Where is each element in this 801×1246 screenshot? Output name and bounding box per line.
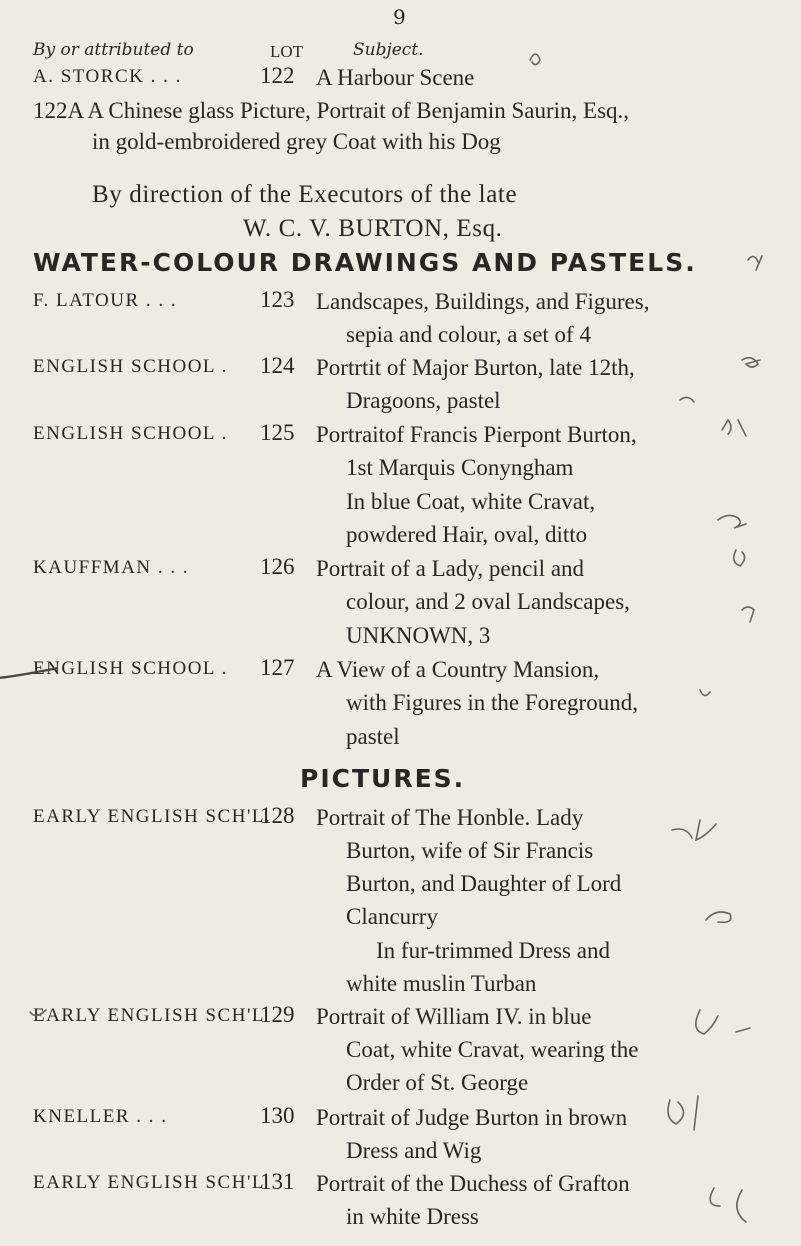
subject-123-line1: Landscapes, Buildings, and Figures,	[316, 289, 650, 314]
subject-129-line3: Order of St. George	[346, 1070, 529, 1095]
header-subject: Subject.	[353, 40, 424, 60]
subject-125-line3: In blue Coat, white Cravat,	[346, 489, 596, 514]
annotation-mark	[722, 420, 746, 436]
annotation-mark	[700, 690, 710, 696]
subject-123-line2: sepia and colour, a set of 4	[346, 322, 591, 347]
section-pictures-heading: PICTURES.	[300, 764, 466, 793]
artist-130: KNELLER . . .	[33, 1106, 168, 1127]
artist-124: ENGLISH SCHOOL .	[33, 356, 228, 377]
lot-131: 131	[260, 1169, 295, 1194]
annotation-mark	[742, 607, 754, 622]
annotation-mark	[706, 912, 731, 922]
lot-130: 130	[260, 1103, 295, 1128]
subject-131-line2: in white Dress	[346, 1204, 479, 1229]
lot-126: 126	[260, 554, 295, 579]
subject-130-line2: Dress and Wig	[346, 1138, 482, 1163]
subject-122: A Harbour Scene	[316, 65, 475, 90]
subject-128-line4: Clancurry	[346, 904, 438, 929]
annotation-mark	[696, 1010, 718, 1034]
entry-122a-line1: 122A A Chinese glass Picture, Portrait of Benjamin Saurin, Esq.,	[33, 98, 630, 123]
annotation-mark	[718, 515, 746, 528]
lot-124: 124	[260, 353, 295, 378]
artist-122: A. STORCK . . .	[33, 66, 182, 87]
subject-127-line3: pastel	[346, 724, 400, 749]
subject-131-line1: Portrait of the Duchess of Grafton	[316, 1171, 630, 1196]
subject-128-line2: Burton, wife of Sir Francis	[346, 838, 594, 863]
annotation-mark	[742, 358, 760, 367]
annotation-mark	[530, 54, 540, 65]
entry-122a-line2: in gold-embroidered grey Coat with his Dog	[92, 129, 501, 154]
artist-123: F. LATOUR . . .	[33, 290, 178, 311]
subject-126-line2: colour, and 2 oval Landscapes,	[346, 589, 630, 614]
annotation-mark	[680, 397, 694, 402]
lot-127: 127	[260, 655, 295, 680]
annotation-mark	[672, 820, 716, 840]
lot-123: 123	[260, 287, 295, 312]
artist-126: KAUFFMAN . . .	[33, 557, 190, 578]
subject-128-line3: Burton, and Daughter of Lord	[346, 871, 622, 896]
artist-125: ENGLISH SCHOOL .	[33, 423, 228, 444]
subject-130-line1: Portrait of Judge Burton in brown	[316, 1105, 628, 1130]
artist-127: ENGLISH SCHOOL .	[33, 658, 228, 679]
subject-126-line3: UNKNOWN, 3	[346, 623, 491, 648]
annotation-mark	[748, 256, 762, 270]
artist-129: EARLY ENGLISH SCH'L	[33, 1005, 265, 1026]
direction-line2: W. C. V. BURTON, Esq.	[243, 215, 503, 242]
lot-128: 128	[260, 803, 295, 828]
subject-128-line5: In fur-trimmed Dress and	[376, 938, 610, 963]
subject-124-line2: Dragoons, pastel	[346, 388, 501, 413]
annotation-mark	[668, 1096, 698, 1130]
subject-128-line6: white muslin Turban	[346, 971, 537, 996]
page-number: 9	[393, 5, 406, 29]
subject-124-line1: Portrtit of Major Burton, late 12th,	[316, 355, 635, 380]
subject-125-line4: powdered Hair, oval, ditto	[346, 522, 588, 547]
subject-125-line2: 1st Marquis Conyngham	[346, 455, 574, 480]
lot-125: 125	[260, 420, 295, 445]
section-watercolour-heading: WATER-COLOUR DRAWINGS AND PASTELS.	[33, 248, 697, 277]
subject-127-line2: with Figures in the Foreground,	[346, 690, 638, 715]
subject-125-line1: Portraitof Francis Pierpont Burton,	[316, 422, 637, 447]
annotation-mark	[736, 1028, 750, 1032]
subject-127-line1: A View of a Country Mansion,	[316, 657, 600, 682]
subject-129-line2: Coat, white Cravat, wearing the	[346, 1037, 639, 1062]
header-lot: LOT	[270, 42, 304, 61]
subject-128-line1: Portrait of The Honble. Lady	[316, 805, 584, 830]
annotation-mark	[710, 1188, 746, 1222]
header-artist: By or attributed to	[33, 40, 194, 60]
artist-128: EARLY ENGLISH SCH'L.	[33, 806, 272, 827]
annotation-mark	[734, 550, 745, 566]
direction-line1: By direction of the Executors of the late	[92, 181, 518, 208]
artist-131: EARLY ENGLISH SCH'L	[33, 1172, 265, 1193]
subject-126-line1: Portrait of a Lady, pencil and	[316, 556, 585, 581]
lot-129: 129	[260, 1002, 295, 1027]
lot-122: 122	[260, 63, 295, 88]
subject-129-line1: Portrait of William IV. in blue	[316, 1004, 592, 1029]
